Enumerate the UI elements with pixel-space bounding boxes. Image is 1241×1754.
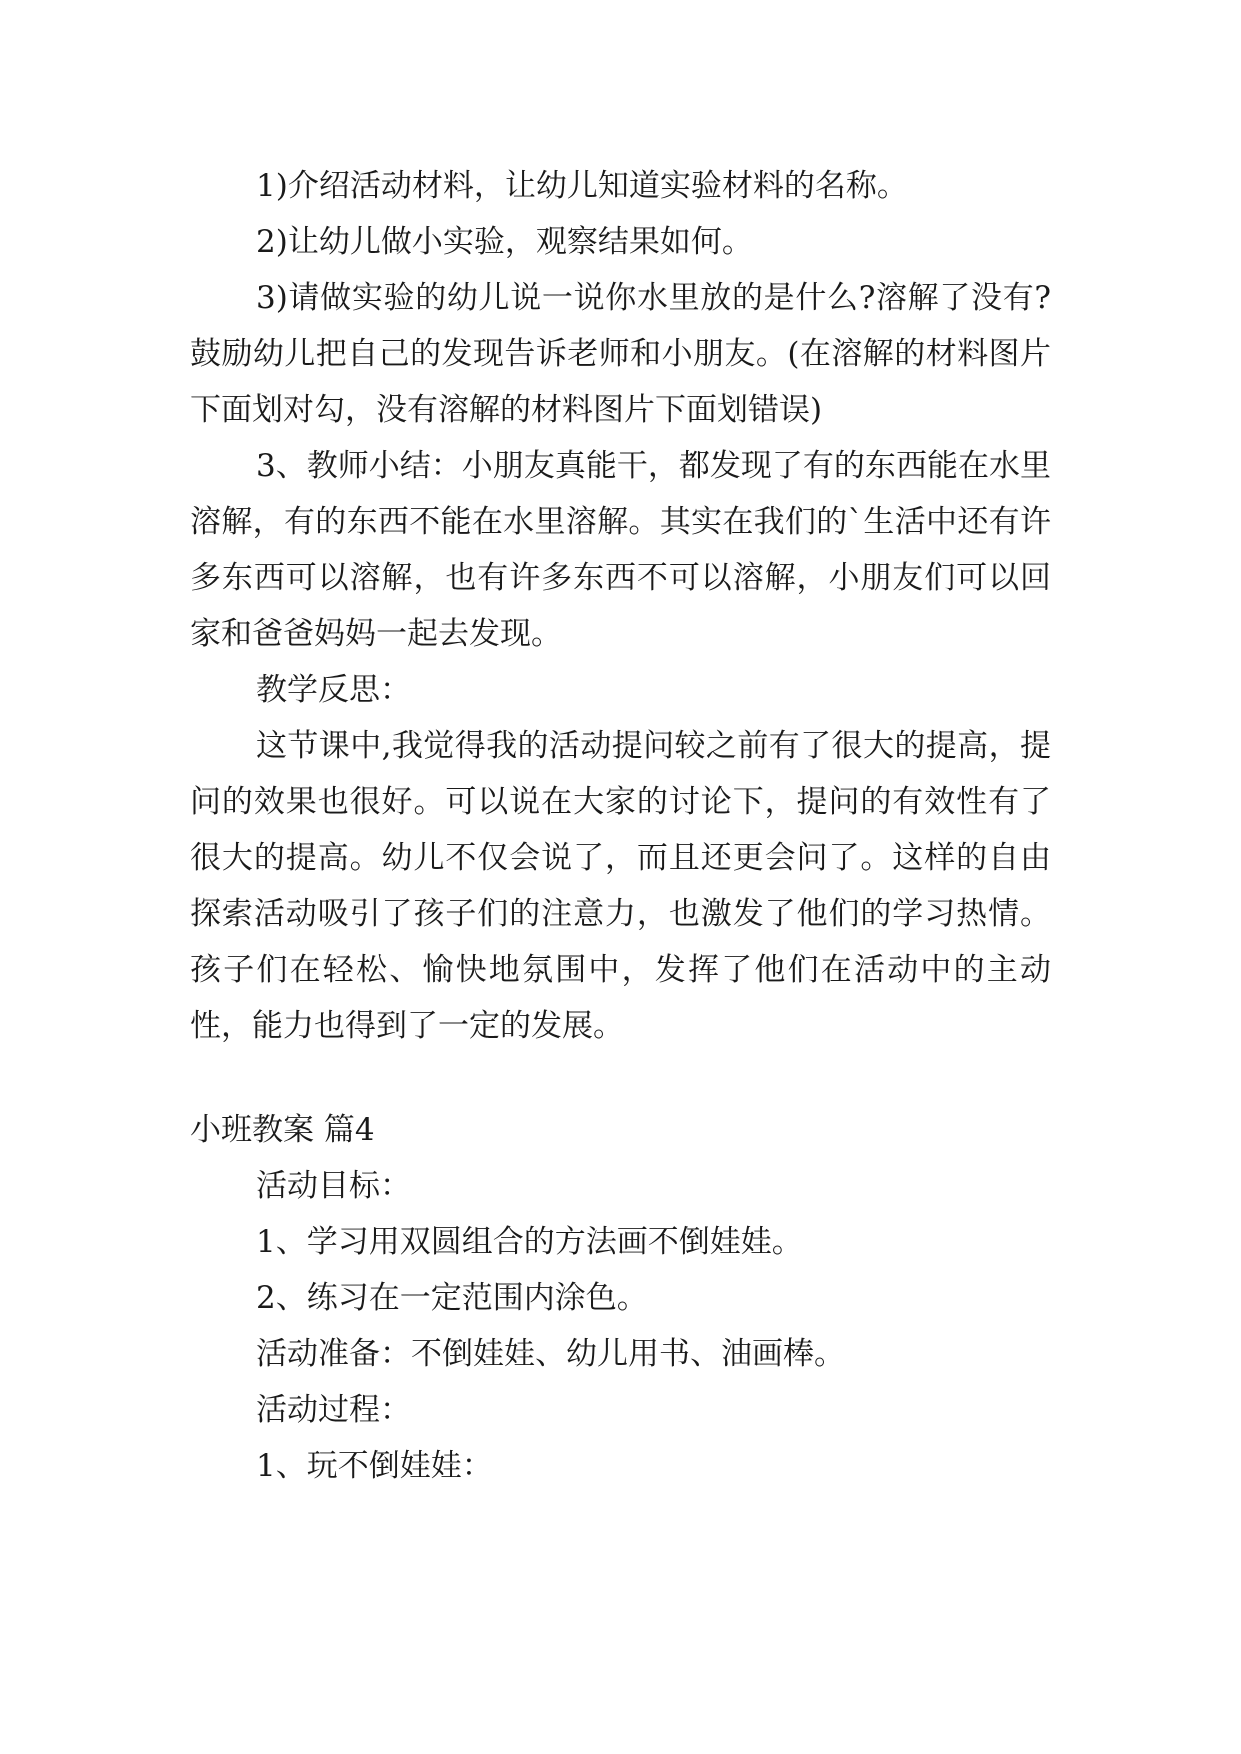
paragraph-teacher-summary: 3、教师小结：小朋友真能干，都发现了有的东西能在水里溶解，有的东西不能在水里溶解。其实在我们的`生活中还有许多东西可以溶解，也有许多东西不可以溶解，小朋友们可以回家和爸爸妈妈一起去发现。 bbox=[190, 448, 1051, 652]
document-body bbox=[190, 158, 1051, 1494]
paragraph-step-3: 3)请做实验的幼儿说一说你水里放的是什么?溶解了没有?鼓励幼儿把自己的发现告诉老师和小朋友。(在溶解的材料图片下面划对勾，没有溶解的材料图片下面划错误) bbox=[190, 280, 1051, 428]
paragraph-process-label: 活动过程： bbox=[256, 1392, 411, 1428]
paragraph-goals-label: 活动目标： bbox=[256, 1168, 411, 1204]
paragraph-step-2: 2)让幼儿做小实验，观察结果如何。 bbox=[256, 224, 753, 260]
paragraph-goal-2: 2、练习在一定范围内涂色。 bbox=[256, 1280, 648, 1316]
paragraph-preparation: 活动准备：不倒娃娃、幼儿用书、油画棒。 bbox=[256, 1336, 845, 1372]
paragraph-reflection-label: 教学反思： bbox=[256, 672, 411, 708]
section-heading: 小班教案 篇4 bbox=[190, 1112, 375, 1148]
paragraph-reflection-text: 这节课中,我觉得我的活动提问较之前有了很大的提高，提问的效果也很好。可以说在大家的讨论下，提问的有效性有了很大的提高。幼儿不仅会说了，而且还更会问了。这样的自由探索活动吸引了孩子们的注意力，也激发了他们的学习热情。孩子们在轻松、愉快地氛围中，发挥了他们在活动中的主动性，能力也得到了一定的发展。 bbox=[190, 728, 1051, 1044]
paragraph-goal-1: 1、学习用双圆组合的方法画不倒娃娃。 bbox=[256, 1224, 803, 1260]
paragraph-process-step-1: 1、玩不倒娃娃： bbox=[256, 1448, 493, 1484]
paragraph-step-1: 1)介绍活动材料，让幼儿知道实验材料的名称。 bbox=[256, 168, 908, 204]
